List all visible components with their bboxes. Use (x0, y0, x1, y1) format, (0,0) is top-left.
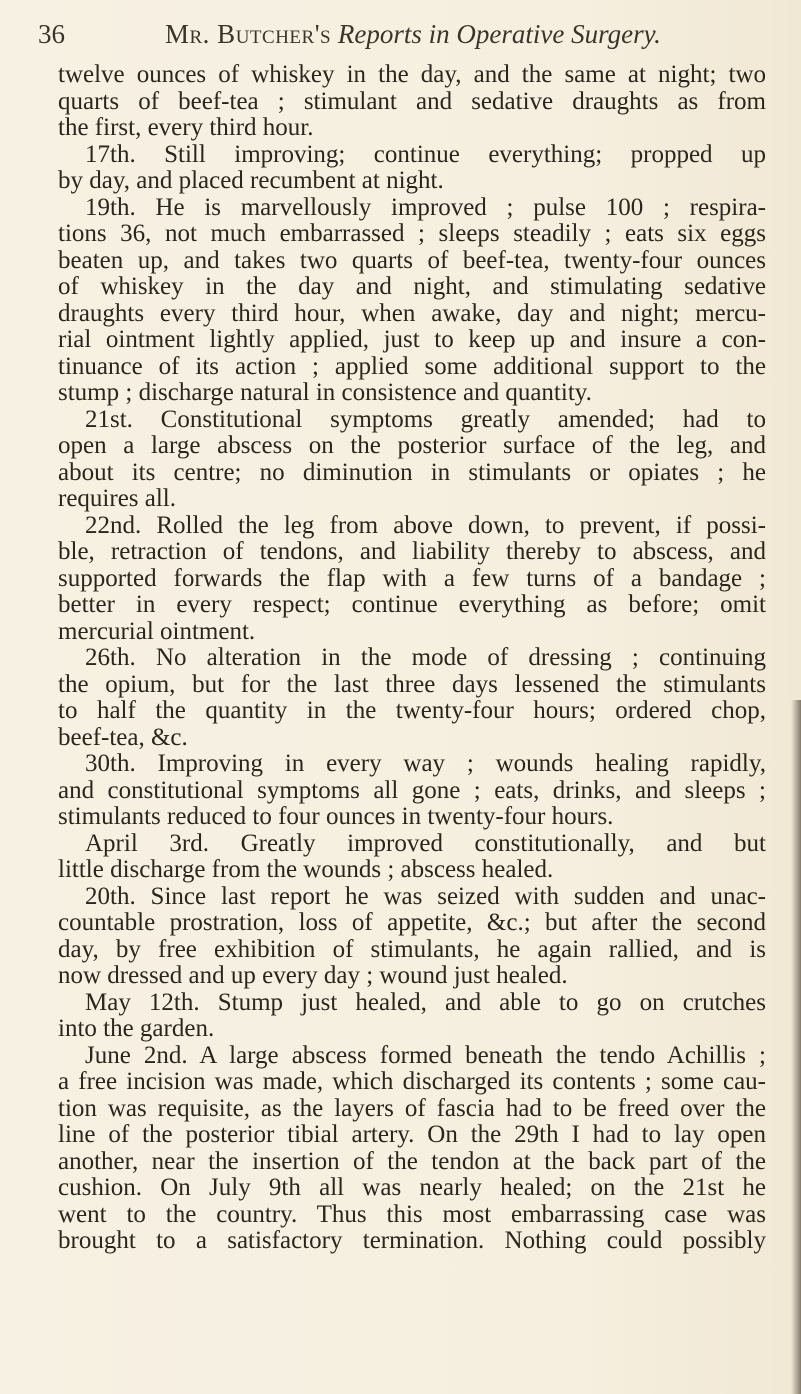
text-line: quarts of beef-tea ; stimulant and sedative draughts as from (58, 87, 766, 115)
text-line: stump ; discharge natural in consistence and quantity. (58, 379, 592, 406)
text-line: open a large abscess on the posterior surface of the leg, and (58, 432, 766, 459)
text-line: a free incision was made, which discharged its contents ; some cau- (58, 1068, 766, 1095)
text-line: 26th. No alteration in the mode of dressing ; continuing (85, 644, 766, 671)
text-line: brought to a satisfactory termination. Nothing could possibly (58, 1227, 766, 1254)
text-line: now dressed and up every day ; wound just healed. (58, 962, 568, 989)
text-line: May 12th. Stump just healed, and able to go on crutches (85, 988, 766, 1016)
text-line: of whiskey in the day and night, and stimulating sedative (58, 273, 766, 300)
text-line: 30th. Improving in every way ; wounds healing rapidly, (85, 750, 766, 777)
text-line: beaten up, and takes two quarts of beef-tea, twenty-four ounces (58, 246, 766, 274)
text-line: to half the quantity in the twenty-four hours; ordered chop, (58, 697, 766, 724)
body-text (58, 62, 766, 1255)
text-line: day, by free exhibition of stimulants, he again rallied, and is (58, 935, 766, 963)
running-title-work: Reports in Operative Surgery. (337, 19, 661, 49)
running-title (165, 14, 661, 54)
text-line: ble, retraction of tendons, and liability thereby to abscess, and (58, 538, 766, 565)
text-line: mercurial ointment. (58, 617, 256, 645)
text-line: by day, and placed recumbent at night. (58, 167, 444, 194)
text-line: 20th. Since last report he was seized with sudden and unac- (85, 882, 766, 910)
text-line: line of the posterior tibial artery. On the 29th I had to lay open (58, 1121, 766, 1148)
text-line: stimulants reduced to four ounces in twenty-four hours. (58, 803, 614, 830)
text-line: the first, every third hour. (58, 114, 314, 141)
text-line: another, near the insertion of the tendon at the back part of the (58, 1147, 766, 1175)
text-line: 22nd. Rolled the leg from above down, to prevent, if possi- (85, 511, 766, 539)
text-line: supported forwards the flap with a few turns of a bandage ; (58, 564, 766, 592)
page-edge-shadow (791, 700, 801, 1394)
text-line: rial ointment lightly applied, just to keep up and insure a con- (58, 326, 766, 353)
text-line: 19th. He is marvellously improved ; pulse 100 ; respira- (85, 193, 766, 221)
text-line: little discharge from the wounds ; abscess healed. (58, 856, 554, 883)
text-line: tion was requisite, as the layers of fascia had to be freed over the (58, 1094, 766, 1122)
text-line: 21st. Constitutional symptoms greatly amended; had to (85, 405, 766, 433)
text-line: cushion. On July 9th all was nearly healed; on the 21st he (58, 1174, 766, 1201)
text-line: about its centre; no diminution in stimulants or opiates ; he (58, 458, 766, 486)
text-line: April 3rd. Greatly improved constitutionally, and but (85, 829, 766, 857)
text-line: went to the country. Thus this most embarrassing case was (58, 1200, 766, 1228)
text-line: tions 36, not much embarrassed ; sleeps steadily ; eats six eggs (58, 220, 766, 247)
page-number: 36 (38, 19, 65, 49)
running-head (38, 14, 768, 54)
text-line: beef-tea, &c. (58, 723, 188, 751)
text-line: the opium, but for the last three days lessened the stimulants (58, 670, 766, 698)
text-line: June 2nd. A large abscess formed beneath the tendo Achillis ; (85, 1041, 766, 1069)
text-line: better in every respect; continue everything as before; omit (58, 591, 766, 618)
text-line: tinuance of its action ; applied some additional support to the (58, 352, 766, 380)
text-line: requires all. (58, 485, 177, 512)
text-line: into the garden. (58, 1015, 215, 1042)
running-title-author: Mr. Butcher's (165, 19, 332, 49)
text-line: draughts every third hour, when awake, day and night; mercu- (58, 299, 766, 327)
text-line: 17th. Still improving; continue everything; propped up (85, 140, 766, 168)
text-line: twelve ounces of whiskey in the day, and the same at night; two (58, 61, 766, 88)
text-line: countable prostration, loss of appetite, &c.; but after the second (58, 909, 766, 936)
text-line: and constitutional symptoms all gone ; eats, drinks, and sleeps ; (58, 776, 766, 804)
